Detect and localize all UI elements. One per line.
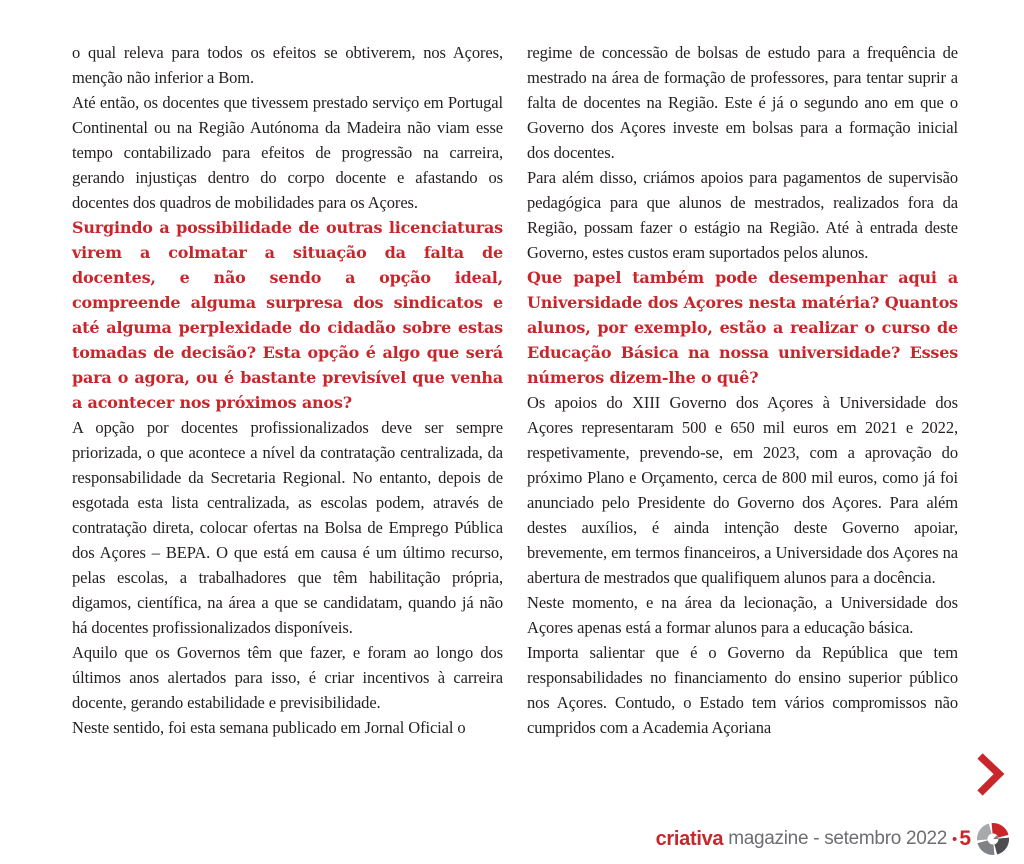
paragraph: A opção por docentes profissionalizados deve ser sempre priorizada, o que acontece a nível da contratação centralizada, da responsabilidade da Secretaria Regional. No entanto, depois de esgotada esta lista centralizada, as escolas podem, através de contratação direta, colocar ofertas na Bolsa de Emprego Pública dos Açores – BEPA. O que está em causa é um último recurso, pelas escolas, a trabalhadores que têm habilitação própria, digamos, científica, na área a que se candidatam, quando já não há docentes profissionalizados disponíveis. [72,418,503,637]
criativa-logo-icon [976,822,1010,856]
footer-bullet: • [952,830,958,848]
paragraph: Neste sentido, foi esta semana publicado em Jornal Oficial o [72,718,466,737]
footer-issue-text: magazine - setembro 2022 [723,828,948,849]
column-left [72,40,503,740]
next-page-chevron-icon[interactable] [974,750,1006,800]
paragraph: Importa salientar que é o Governo da República que tem responsabilidades no financiamento do ensino superior público nos Açores. Contudo, o Estado tem vários compromissos não cumpridos com a Academia Açoriana [527,643,958,737]
paragraph: Até então, os docentes que tivessem prestado serviço em Portugal Continental ou na Região Autónoma da Madeira não viam esse tempo contabilizado para efeitos de progressão na carreira, gerando injustiças dentro do corpo docente e afastando os docentes dos quadros de mobilidades para os Açores. [72,93,503,212]
magazine-brand: criativa [655,827,724,850]
interview-question: Que papel também pode desempenhar aqui a Universidade dos Açores nesta matéria? Quantos alunos, por exemplo, estão a realizar o curso de Educação Básica na nossa universidade? Esses números dizem-lhe o quê? [527,268,958,387]
paragraph: regime de concessão de bolsas de estudo para a frequência de mestrado na área de formação de professores, para tentar suprir a falta de docentes na Região. Este é já o segundo ano em que o Governo dos Açores investe em bolsas para a formação inicial dos docentes. [527,43,958,162]
paragraph: o qual releva para todos os efeitos se obtiverem, nos Açores, menção não inferior a Bom. [72,43,503,87]
article-columns [72,40,958,740]
column-right [527,40,958,740]
paragraph: Aquilo que os Governos têm que fazer, e foram ao longo dos últimos anos alertados para isso, é criar incentivos à carreira docente, gerando estabilidade e previsibilidade. [72,643,503,712]
page-footer [656,822,1010,856]
paragraph: Neste momento, e na área da lecionação, a Universidade dos Açores apenas está a formar alunos para a educação básica. [527,593,958,637]
paragraph: Para além disso, criámos apoios para pagamentos de supervisão pedagógica para que alunos de mestrados, realizados fora da Região, possam fazer o estágio na Região. Até à entrada deste Governo, estes custos eram suportados pelos alunos. [527,168,958,262]
page-number: 5 [959,827,971,850]
interview-question: Surgindo a possibilidade de outras licenciaturas virem a colmatar a situação da falta de docentes, e não sendo a opção ideal, compreende alguma surpresa dos sindicatos e até alguma perplexidade do cidadão sobre estas tomadas de decisão? Esta opção é algo que será para o agora, ou é bastante previsível que venha a acontecer nos próximos anos? [72,218,503,412]
paragraph: Os apoios do XIII Governo dos Açores à Universidade dos Açores representaram 500 e 650 mil euros em 2021 e 2022, respetivamente, prevendo-se, em 2023, com a aprovação do próximo Plano e Orçamento, cerca de 800 mil euros, como já foi anunciado pelo Presidente do Governo dos Açores. Para além destes auxílios, é ainda intenção deste Governo apoiar, brevemente, em termos financeiros, a Universidade dos Açores na abertura de mestrados que qualifiquem alunos para a docência. [527,393,958,587]
